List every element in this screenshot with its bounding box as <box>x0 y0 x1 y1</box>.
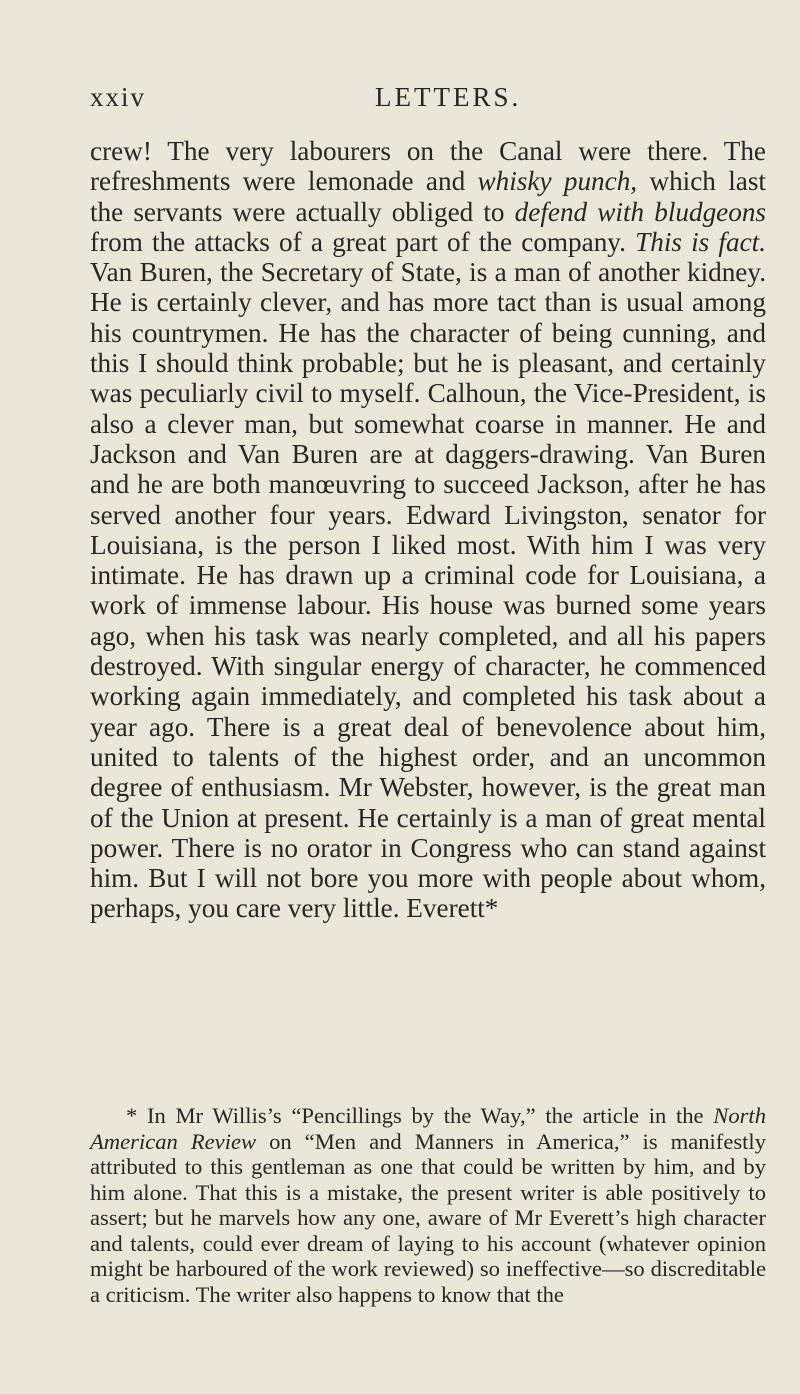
italic-title: North American Review <box>90 1103 766 1154</box>
main-paragraph <box>90 136 766 924</box>
running-head: LETTERS. <box>375 82 522 112</box>
text-segment: Van Buren, the Secretary of State, is a man of another kidney. He is certainly clever, and has more tact than is usual among his countrymen. He has the character of being cunning, and this I should think probable; but he is pleasant, and certainly was peculiarly civil to myself. Calhoun, the Vice-President, is also a clever man, but somewhat coarse in manner. He and Jackson and Van Buren are at daggers-drawing. Van Buren and he are both manœuvring to succeed Jackson, after he has served another four years. Edward Livingston, senator for Louisiana, is the person I liked most. With him I was very intimate. He has drawn up a criminal code for Louisiana, a work of immense labour. His house was burned some years ago, when his task was nearly completed, and all his papers destroyed. With singular energy of character, he commenced working again immediately, and completed his task about a year ago. There is a great deal of benevolence about him, united to talents of the highest order, and an uncommon degree of enthusiasm. Mr Webster, however, is the great man of the Union at present. He certainly is a man of great mental power. There is no orator in Congress who can stand against him. But I will not bore you more with people about whom, perhaps, you care very little. Everett* <box>90 257 766 924</box>
italic-phrase: This is fact. <box>635 226 766 257</box>
italic-phrase: whisky punch, <box>477 166 638 197</box>
footnote-segment: * In Mr Willis’s “Pencillings by the Way,” the article in the <box>126 1103 714 1128</box>
text-segment: crew! The very labourers on the Canal were there. The refreshments were lemonade and <box>90 136 766 197</box>
footnote-segment: on “Men and Manners in America,” is manifestly attributed to this gentleman as one that could be written by him, and by him alone. That this is a mistake, the present writer is able positively to assert; but he marvels how any one, aware of Mr Everett’s high character and talents, could ever dream of laying to his account (whatever opinion might be harboured of the work reviewed) so ineffective—so discreditable a criticism. The writer also happens to know that the <box>90 1128 766 1307</box>
footnote <box>90 1103 766 1307</box>
text-segment: from the attacks of a great part of the company. <box>90 226 636 257</box>
page-number: xxiv <box>90 82 147 112</box>
text-segment: which last the servants were actually obliged to <box>90 166 766 227</box>
italic-phrase: defend with bludgeons <box>514 196 767 227</box>
page-header <box>90 82 710 122</box>
